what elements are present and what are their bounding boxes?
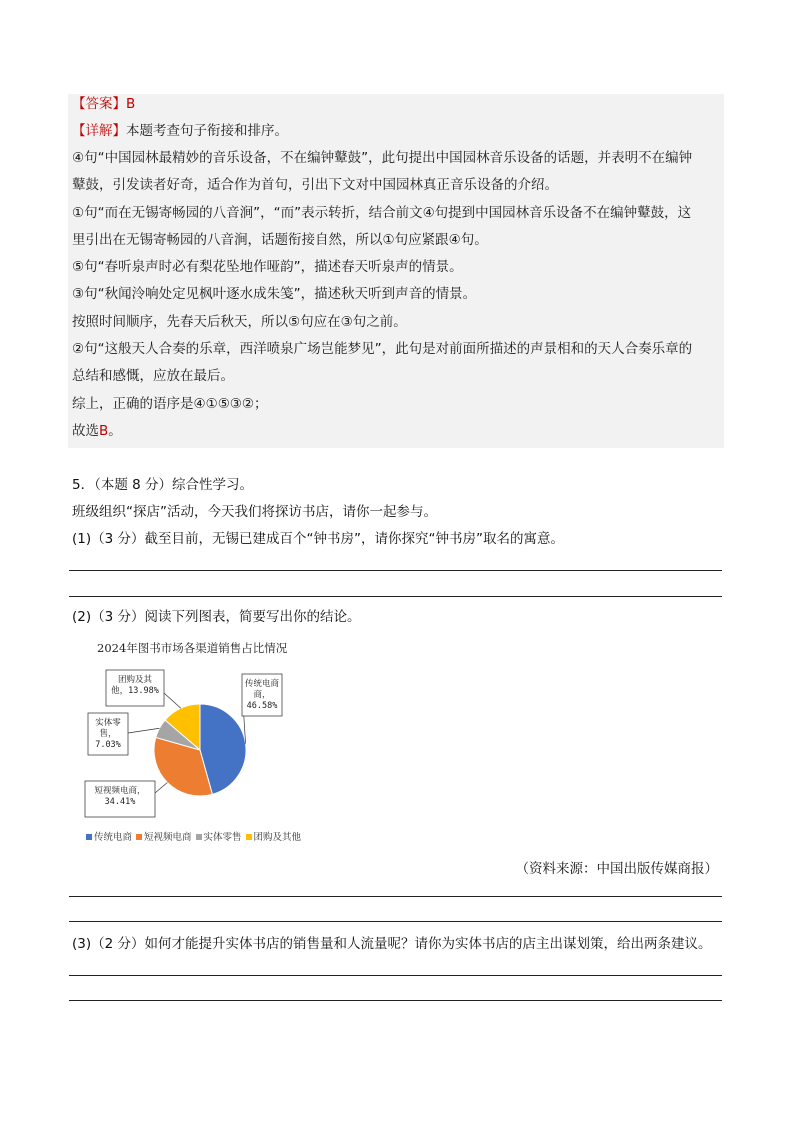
answer-blank-line[interactable] (69, 921, 722, 922)
answer-text-line: ⑤句“春听泉声时必有梨花坠地作哑韵”，描述春天听泉声的情景。 (72, 259, 463, 275)
data-label: 他，13.98% (111, 686, 159, 696)
data-label: 7.03% (95, 740, 121, 750)
leader-line (155, 782, 167, 793)
legend-label: 团购及其他 (253, 832, 302, 843)
question-intro: 班级组织“探店”活动，今天我们将探访书店，请你一起参与。 (72, 504, 437, 520)
leader-line (164, 693, 181, 708)
final-suffix: 。 (108, 423, 122, 439)
data-label: 团购及其 (117, 675, 153, 685)
answer-text-line: 里引出在无锡寄畅园的八音涧，话题衔接自然，所以①句应紧跟④句。 (72, 232, 488, 248)
answer-text-line: ④句“中国园林最精妙的音乐设备，不在编钟鼙鼓”，此句提出中国园林音乐设备的话题，并表明不在编钟 (72, 150, 693, 166)
legend-label: 实体零售 (203, 832, 242, 843)
answer-blank-line[interactable] (69, 570, 722, 571)
data-label: 售， (99, 729, 117, 739)
final-value: B (99, 423, 109, 439)
answer-text-line: ①句“而在无锡寄畅园的八音涧”，“而”表示转折，结合前文④句提到中国园林音乐设备不在编钟鼙鼓，这 (72, 205, 692, 221)
legend-label: 传统电商 (94, 832, 133, 843)
data-label: 46.58% (246, 701, 278, 711)
data-label: 商， (253, 690, 271, 700)
answer-blank-line[interactable] (69, 1000, 722, 1001)
detail-line (72, 121, 288, 141)
answer-text-line: 综上，正确的语序是④①⑤③②； (72, 396, 268, 412)
chart-legend (86, 829, 301, 843)
legend-swatch (196, 834, 202, 840)
legend-label: 短视频电商 (144, 832, 192, 843)
legend-swatch (86, 834, 92, 840)
final-prefix: 故选 (72, 423, 99, 439)
data-label: 34.41% (104, 797, 136, 807)
legend-item (246, 829, 302, 843)
answer-blank-line[interactable] (69, 975, 722, 976)
detail-label: 【详解】 (72, 123, 126, 139)
legend-item (136, 829, 192, 843)
detail-text: 本题考查句子衔接和排序。 (126, 123, 288, 139)
answer-blank-line[interactable] (69, 896, 722, 897)
legend-swatch (246, 834, 252, 840)
legend-item (86, 829, 132, 843)
leader-line (128, 728, 159, 733)
data-label: 短视频电商， (94, 786, 146, 796)
question-header: 5．（本题 8 分）综合性学习。 (72, 477, 254, 493)
source-note: （资料来源：中国出版传媒商报） (515, 861, 718, 877)
sub-question-1: (1)（3 分）截至目前，无锡已建成百个“钟书房”，请你探究“钟书房”取名的寓意。 (72, 531, 564, 547)
data-label: 传统电商 (244, 679, 280, 689)
answer-label: 【答案】 (72, 96, 126, 112)
answer-line (72, 94, 135, 114)
data-label: 实体零 (95, 718, 121, 728)
pie-chart (80, 655, 320, 845)
answer-value: B (126, 96, 136, 112)
answer-text-line: ③句“秋闻泠响处定见枫叶逐水成朱笺”，描述秋天听到声音的情景。 (72, 286, 477, 302)
legend-item (196, 829, 242, 843)
answer-text-line: 按照时间顺序，先春天后秋天，所以⑤句应在③句之前。 (72, 314, 407, 330)
answer-blank-line[interactable] (69, 596, 722, 597)
sub-question-3: (3)（2 分）如何才能提升实体书店的销售量和人流量呢？请你为实体书店的店主出谋划策，给出两条建议。 (72, 936, 712, 952)
answer-text-line: 鼙鼓，引发读者好奇，适合作为首句，引出下文对中国园林真正音乐设备的介绍。 (72, 177, 558, 193)
final-answer-line (72, 421, 122, 441)
sub-question-2: (2)（3 分）阅读下列图表，简要写出你的结论。 (72, 609, 361, 625)
legend-swatch (136, 834, 142, 840)
answer-text-line: ②句“这般天人合奏的乐章，西洋喷泉广场岂能梦见”，此句是对前面所描述的声景相和的天人合奏乐章的 (72, 341, 693, 357)
chart-title: 2024年图书市场各渠道销售占比情况 (97, 641, 288, 655)
answer-text-line: 总结和感慨，应放在最后。 (72, 368, 234, 384)
